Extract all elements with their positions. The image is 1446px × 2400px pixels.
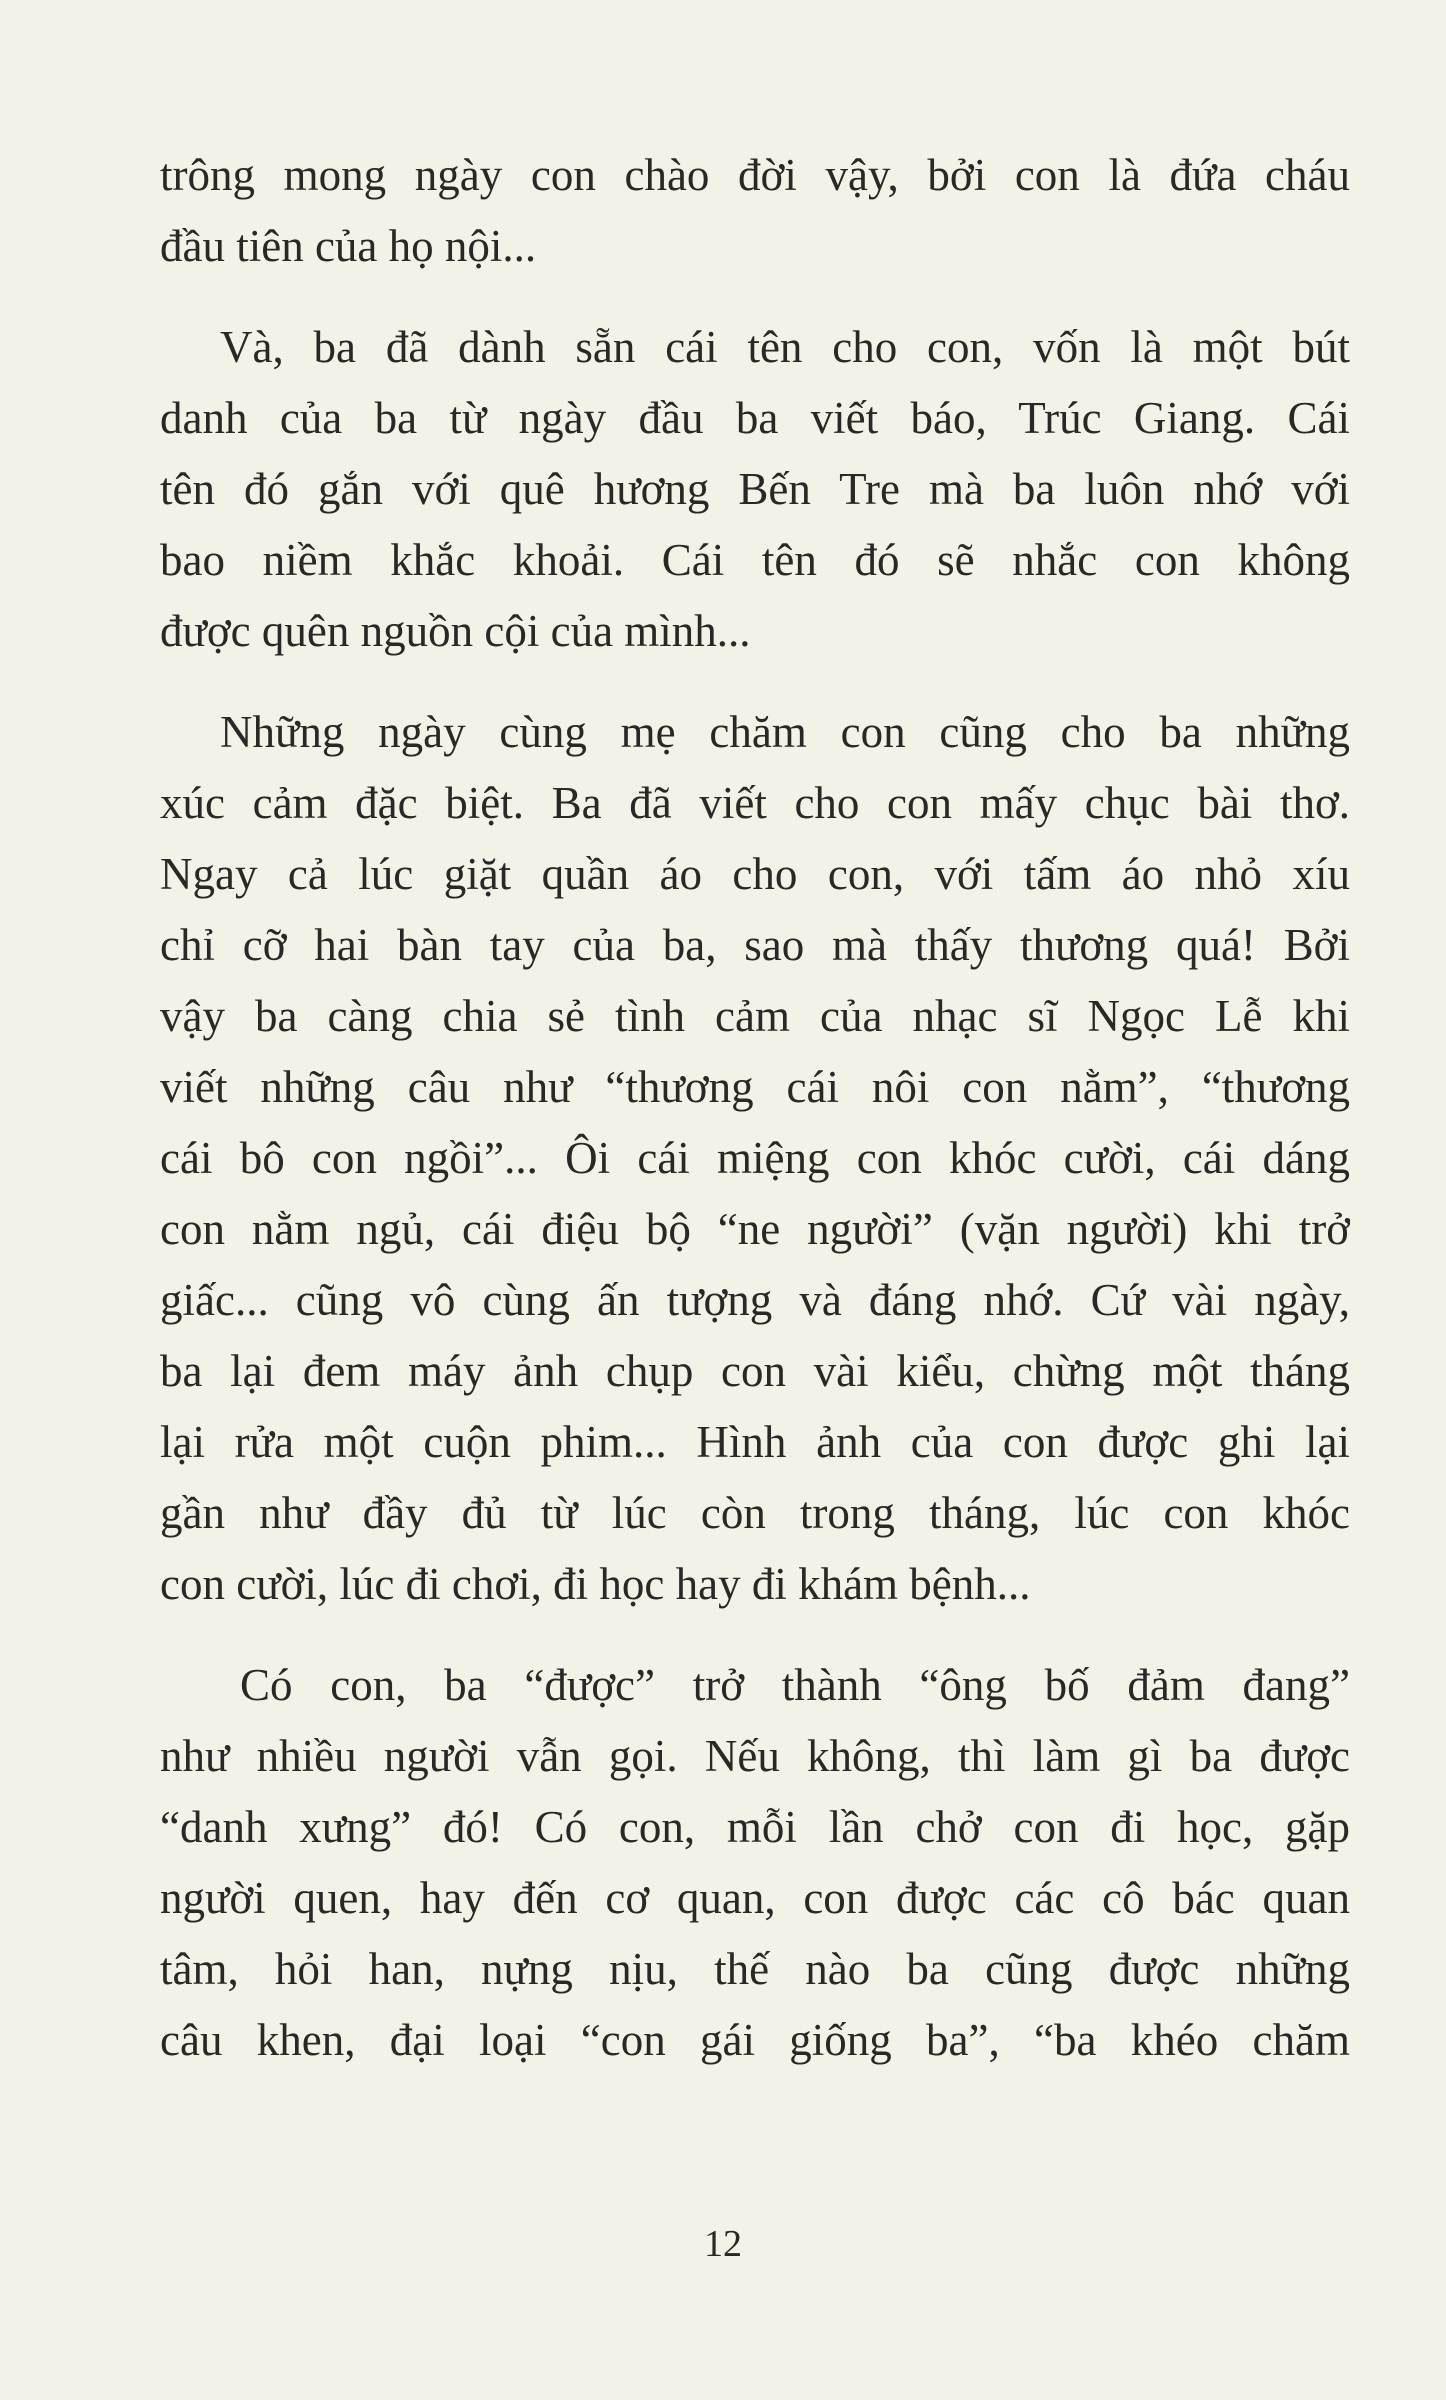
- text-line: giấc... cũng vô cùng ấn tượng và đáng nhớ. Cứ vài ngày,: [160, 1275, 1350, 1325]
- text-line: người quen, hay đến cơ quan, con được các cô bác quan: [160, 1873, 1350, 1923]
- text-line: đầu tiên của họ nội...: [160, 221, 537, 271]
- text-line: ba lại đem máy ảnh chụp con vài kiểu, chừng một tháng: [160, 1346, 1350, 1396]
- text-line: câu khen, đại loại “con gái giống ba”, “ba khéo chăm: [160, 2015, 1350, 2065]
- page-number: 12: [704, 2223, 742, 2265]
- text-line: vậy ba càng chia sẻ tình cảm của nhạc sĩ Ngọc Lễ khi: [160, 991, 1350, 1041]
- text-line: con nằm ngủ, cái điệu bộ “ne người” (vặn người) khi trở: [160, 1204, 1350, 1254]
- text-line: trông mong ngày con chào đời vậy, bởi con là đứa cháu: [160, 150, 1350, 200]
- text-line: gần như đầy đủ từ lúc còn trong tháng, lúc con khóc: [160, 1488, 1350, 1538]
- text-line: danh của ba từ ngày đầu ba viết báo, Trúc Giang. Cái: [160, 393, 1350, 443]
- text-line: tên đó gắn với quê hương Bến Tre mà ba luôn nhớ với: [160, 464, 1350, 514]
- text-line: cái bô con ngồi”... Ôi cái miệng con khóc cười, cái dáng: [160, 1133, 1350, 1183]
- text-line: bao niềm khắc khoải. Cái tên đó sẽ nhắc con không: [160, 535, 1350, 585]
- text-line: Những ngày cùng mẹ chăm con cũng cho ba những: [220, 707, 1350, 757]
- text-line: chỉ cỡ hai bàn tay của ba, sao mà thấy thương quá! Bởi: [160, 920, 1350, 970]
- text-line: xúc cảm đặc biệt. Ba đã viết cho con mấy chục bài thơ.: [160, 778, 1350, 828]
- text-line: được quên nguồn cội của mình...: [160, 606, 751, 656]
- text-line: viết những câu như “thương cái nôi con nằm”, “thương: [160, 1062, 1350, 1112]
- text-line: như nhiều người vẫn gọi. Nếu không, thì làm gì ba được: [160, 1731, 1350, 1781]
- text-line: Ngay cả lúc giặt quần áo cho con, với tấm áo nhỏ xíu: [160, 849, 1350, 899]
- text-line: tâm, hỏi han, nựng nịu, thế nào ba cũng được những: [160, 1944, 1350, 1994]
- text-line: Và, ba đã dành sẵn cái tên cho con, vốn là một bút: [220, 322, 1350, 372]
- text-line: lại rửa một cuộn phim... Hình ảnh của con được ghi lại: [160, 1417, 1350, 1467]
- text-line: “danh xưng” đó! Có con, mỗi lần chở con đi học, gặp: [160, 1802, 1350, 1852]
- text-line: Có con, ba “được” trở thành “ông bố đảm đang”: [240, 1660, 1350, 1710]
- body-text: [160, 140, 1350, 2076]
- text-line: con cười, lúc đi chơi, đi học hay đi khám bệnh...: [160, 1559, 1031, 1609]
